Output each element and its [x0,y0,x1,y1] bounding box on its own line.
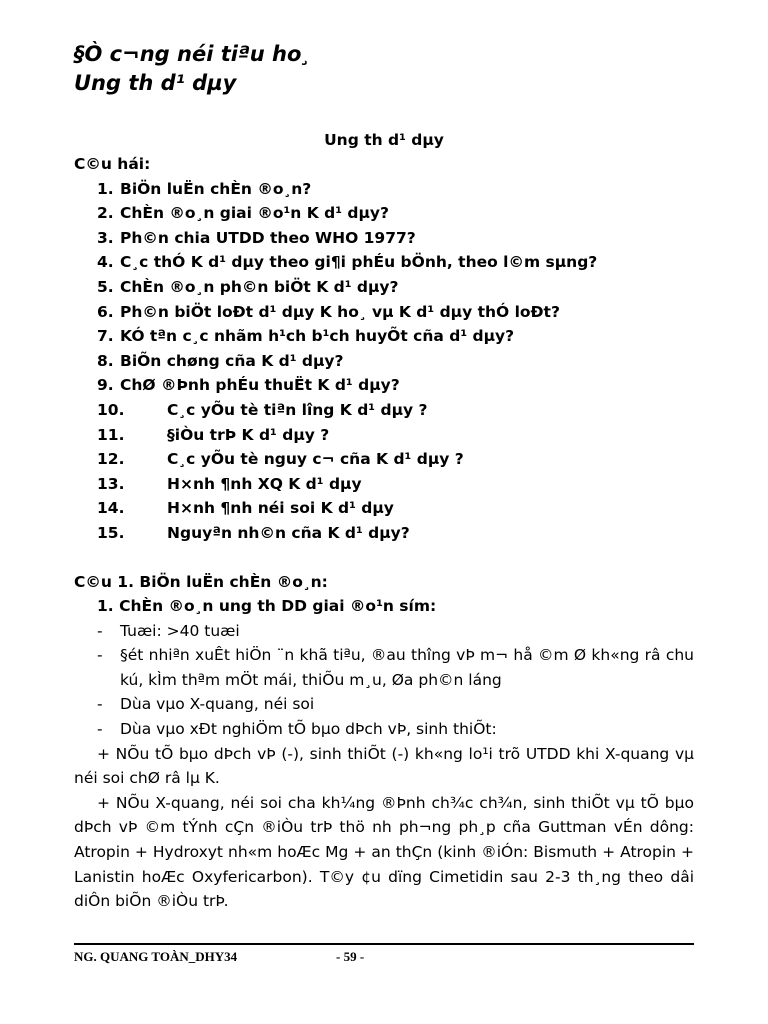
question-number: 12. [97,450,125,469]
question-item [74,349,694,374]
question-item [74,398,694,423]
question-text: C¸c yÕu tè nguy c¬ cña K d¹ dµy ? [167,450,464,469]
question-item [74,275,694,300]
question-item [74,250,694,275]
question-text: Ph©n chia UTDD theo WHO 1977? [120,228,416,247]
question-text: Ph©n biÖt loÐt d¹ dµy K ho¸ vµ K d¹ dµy thÓ loÐt? [120,302,560,321]
document-body [74,40,694,914]
question-number: 13. [97,474,125,493]
dash-marker: - [97,621,103,640]
question-number: 4. [97,253,114,272]
question-text: BiÖn luËn chÈn ®o¸n? [120,179,312,198]
list-item-text: Dùa vµo X-quang, néi soi [120,695,315,714]
question-text: C¸c yÕu tè tiªn lîng K d¹ dµy ? [167,400,428,419]
question-text: BiÕn chøng cña K d¹ dµy? [120,351,344,370]
question-text: ChÈn ®o¸n ph©n biÖt K d¹ dµy? [120,277,399,296]
document-title-line1: §Ò c¬ng néi tiªu ho¸ [74,42,312,66]
question-number: 6. [97,302,114,321]
list-item [74,643,694,692]
question-text: H×nh ¶nh XQ K d¹ dµy [167,474,362,493]
footer-author: NG. QUANG TOÀN_DHY34 [74,949,238,964]
list-item [74,717,694,742]
question-number: 3. [97,228,114,247]
answer-sub-heading: 1. ChÈn ®o¸n ung th DD giai ®o¹n sím: [97,597,437,616]
question-item [74,472,694,497]
question-text: KÓ tªn c¸c nhãm h¹ch b¹ch huyÕt cña d¹ dµy? [120,327,515,346]
question-item [74,521,694,546]
questions-heading: C©u hái: [74,155,151,173]
question-text: §iÒu trÞ K d¹ dµy ? [167,425,330,444]
question-text: H×nh ¶nh néi soi K d¹ dµy [167,499,394,518]
answer-heading: C©u 1. BiÖn luËn chÈn ®o¸n: [74,572,328,591]
question-text: ChÈn ®o¸n giai ®o¹n K d¹ dµy? [120,204,389,223]
question-item [74,177,694,202]
question-text: ChØ ®Þnh phÉu thuËt K d¹ dµy? [120,376,400,395]
question-item [74,226,694,251]
question-number: 11. [97,425,125,444]
question-number: 8. [97,351,114,370]
list-item-text: Tuæi: >40 tuæi [120,621,240,640]
question-text: C¸c thÓ K d¹ dµy theo gi¶i phÉu bÖnh, theo l©m sµng? [120,253,598,272]
question-number: 14. [97,499,125,518]
list-item-text: Dùa vµo xÐt nghiÖm tÕ bµo dÞch vÞ, sinh thiÕt: [120,720,497,739]
question-number: 1. [97,179,114,198]
question-item [74,373,694,398]
paragraph: + NÕu tÕ bµo dÞch vÞ (-), sinh thiÕt (-) kh«ng lo¹i trõ UTDD khi X-quang vµ néi soi chØ râ lµ K. [74,744,694,788]
list-item-text: §ét nhiªn xuÊt hiÖn ¨n khã tiªu, ®au thîng vÞ m¬ hå ©m Ø kh«ng râ chu kú, kÌm thªm mÖt mái, thiÕu m¸u, Øa ph©n láng [120,646,694,689]
section-title: Ung th d¹ dµy [324,131,444,149]
document-title-line2: Ung th d¹ dµy [74,71,237,95]
list-item [74,692,694,717]
answer-section [74,570,694,914]
dash-marker: - [97,720,103,739]
question-number: 2. [97,204,114,223]
question-number: 9. [97,376,114,395]
question-number: 15. [97,523,125,542]
question-number: 10. [97,400,125,419]
page-number: - 59 - [336,949,365,964]
question-item [74,201,694,226]
question-list [74,177,694,546]
question-item [74,324,694,349]
list-item [74,619,694,644]
question-item [74,496,694,521]
question-item [74,423,694,448]
dash-marker: - [97,695,103,714]
question-number: 7. [97,327,114,346]
question-text: Nguyªn nh©n cña K d¹ dµy? [167,523,410,542]
question-item [74,447,694,472]
question-item [74,300,694,325]
dash-marker: - [97,646,103,665]
page-footer [74,943,694,965]
question-number: 5. [97,277,114,296]
paragraph: + NÕu X-quang, néi soi cha kh¼ng ®Þnh ch¾c ch¾n, sinh thiÕt vµ tÕ bµo dÞch vÞ ©m tÝnh cÇn ®iÒu trÞ thö nh ph¬ng ph¸p cña Guttman vÉn dông: Atropin + Hydroxyt nh«m hoÆc Mg + an thÇn (kinh ®iÓn: Bismuth + Atropin + Lanistin hoÆc Oxyfericarbon). T©y ¢u dïng Cimetidin sau 2-3 th¸ng theo dâi diÔn biÕn ®iÒu trÞ. [74,793,694,911]
